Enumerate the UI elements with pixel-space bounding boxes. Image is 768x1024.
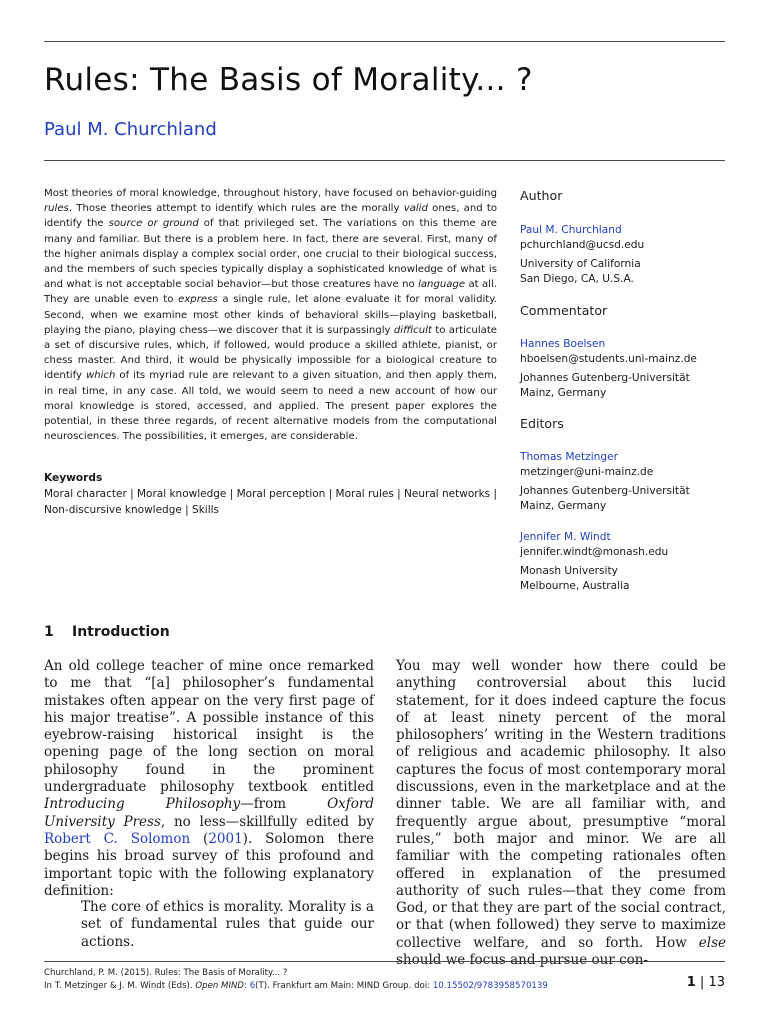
- keywords-label: Keywords: [44, 472, 103, 484]
- editors-block: [520, 416, 730, 431]
- citation-solomon-link[interactable]: Robert C. Solomon: [44, 830, 191, 847]
- author-email[interactable]: pchurchland@ucsd.edu: [520, 239, 645, 251]
- footer-citation-line: Churchland, P. M. (2015). Rules: The Basis of Morality... ?: [44, 968, 288, 978]
- commentator-location: Mainz, Germany: [520, 387, 607, 399]
- top-rule: [44, 41, 725, 42]
- commentator-affiliation: Johannes Gutenberg-Universität: [520, 372, 690, 384]
- author-heading: Author: [520, 188, 563, 203]
- editor1-name-link[interactable]: Thomas Metzinger: [520, 451, 618, 463]
- abstract: Most theories of moral knowledge, throughout history, have focused on behavior-guiding rules. Those theories attempt to identify which rules are the morally valid ones, and to identify the source or ground of that privileged set. The variations on this theme are many and familiar. But there is a problem here. In fact, there are several. First, many of the higher animals display a complex social order, one crucial to their biological success, and the members of such species typically display a sophisticated knowledge of what is and what is not acceptable social behavior—but those creatures have no language at all. They are unable even to express a single rule, let alone evaluate it for moral validity. Second, when we examine most other kinds of behavioral skills—playing basketball, playing the piano, playing chess—we discover that it is surpassingly difficult to articulate a set of discursive rules, which, if followed, would produce a skilled athlete, pianist, or chess master. And third, it would be physically impossible for a biological creature to identify which of its myriad rule are relevant to a given situation, and then apply them, in real time, in any case. All told, we would seem to need a new account of how our moral knowledge is stored, accessed, and applied. The present paper explores the potential, in these three regards, of recent alternative models from the computational neurosciences. The possibilities, it emerges, are considerable.: [44, 188, 498, 443]
- author-block: [520, 188, 730, 203]
- editor2-email[interactable]: jennifer.windt@monash.edu: [520, 546, 669, 558]
- citation-footer: [44, 967, 725, 993]
- paper-title: Rules: The Basis of Morality... ?: [44, 62, 533, 98]
- volume-link[interactable]: 6: [249, 981, 256, 991]
- editor1-location: Mainz, Germany: [520, 500, 607, 512]
- doi-link[interactable]: 10.15502/9783958570139: [432, 981, 548, 991]
- commentator-details: [520, 337, 730, 401]
- citation-year-link[interactable]: 2001: [208, 830, 243, 847]
- editors-heading: Editors: [520, 416, 564, 431]
- editor2-affiliation: Monash University: [520, 565, 618, 577]
- author-details: [520, 223, 730, 287]
- footer-rule: [44, 961, 725, 962]
- author-name-link[interactable]: Paul M. Churchland: [520, 224, 622, 236]
- author-affiliation: University of California: [520, 258, 641, 270]
- editor2-details: [520, 530, 730, 594]
- commentator-block: [520, 303, 730, 318]
- footer-source-line: In T. Metzinger & J. M. Windt (Eds). Open MIND: 6(T). Frankfurt am Main: MIND Group. doi: 10.15502/9783958570139: [44, 981, 548, 991]
- body-column-right: You may well wonder how there could be anything controversial about this lucid statement, for it does indeed capture the focus of at least ninety percent of the moral philosophers’ writing in the Western traditions of religious and academic philosophy. It also captures the focus of most contemporary moral discussions, even in the marketplace and at the dinner table. We are all familiar with, and frequently argue about, presumptive “moral rules,” both major and minor. We are all familiar with the competing rationales often offered in explanation of the presumed authority of such rules—that they come from God, or that they are part of the social contract, or that (when followed) they serve to maximize collective welfare, and so forth. How else should we focus and pursue our con-: [396, 658, 726, 969]
- commentator-heading: Commentator: [520, 303, 608, 318]
- author-location: San Diego, CA, U.S.A.: [520, 273, 634, 285]
- editor1-details: [520, 450, 730, 514]
- editor1-email[interactable]: metzinger@uni-mainz.de: [520, 466, 654, 478]
- section-heading: [44, 624, 170, 640]
- commentator-name-link[interactable]: Hannes Boelsen: [520, 338, 606, 350]
- block-quote: The core of ethics is morality. Morality is a set of fundamental rules that guide our actions.: [81, 899, 374, 950]
- section-number: 1: [44, 624, 54, 640]
- page-number: 1 | 13: [686, 975, 725, 990]
- editor1-affiliation: Johannes Gutenberg-Universität: [520, 485, 690, 497]
- header-bottom-rule: [44, 160, 725, 161]
- commentator-email[interactable]: hboelsen@students.uni-mainz.de: [520, 353, 697, 365]
- keywords-list: Moral character | Moral knowledge | Moral perception | Moral rules | Neural networks | Non-discursive knowledge | Skills: [44, 488, 498, 516]
- section-title: Introduction: [72, 624, 170, 640]
- editor2-name-link[interactable]: Jennifer M. Windt: [520, 531, 611, 543]
- editor2-location: Melbourne, Australia: [520, 580, 630, 592]
- body-column-left: An old college teacher of mine once remarked to me that “[a] philosopher’s fundamental mistakes often appear on the very first page of his major treatise”. A possible instance of this eyebrow-raising historical insight is the opening page of the long section on moral philosophy found in the prominent undergraduate philosophy textbook entitled Introducing Philosophy—from Oxford University Press, no less—skillfully edited by Robert C. Solomon (2001). Solomon there begins his broad survey of this profound and important topic with the following explanatory definition:: [44, 658, 375, 899]
- paper-author[interactable]: Paul M. Churchland: [44, 119, 217, 140]
